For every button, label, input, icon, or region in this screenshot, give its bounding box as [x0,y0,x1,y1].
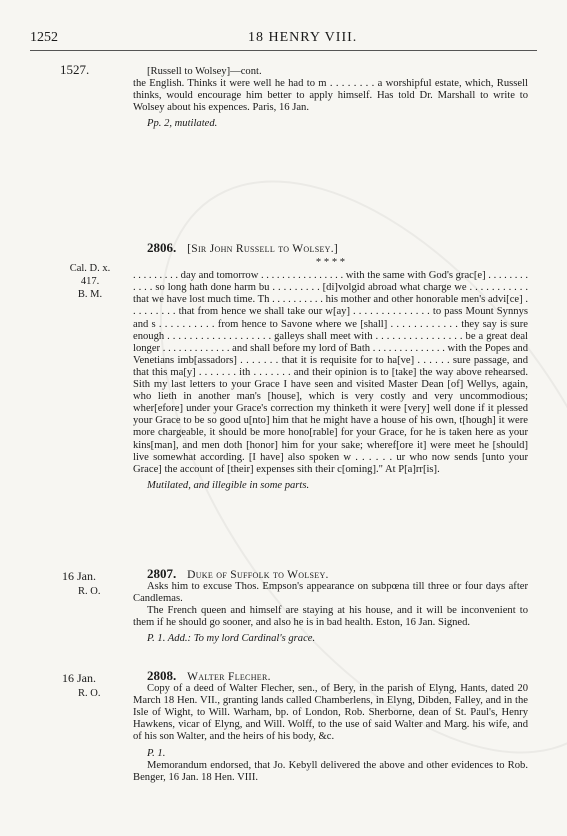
entry-2806-margin: Cal. D. x. 417. B. M. [69,263,111,300]
entry-2806-text: . . . . . . . . . day and tomorrow . . . . . . . . . . . . . . . . with the same with God's grac[e] . . . . . . . . . . . . so long hath done harm bu . . . . . . . . . [di]volgid abroad what charge we . . . . . . . . . . . that we have lost much time. Th . . . . . . . . . . his mother and other honorable men's advi[ce] . . . . . . . . . that from hence we shall take our w[ay] . . . . . . . . . . . . . . to pass Mount Synnys and s . . . . . . . . . . from hence to Savone where we [shall] . . . . . . . . . . . . they say is sure enough . . . . . . . . . . . . . . . . . . . galleys shall meet with . . . . . . . . . . . . . . . . be a great deal longer . . . . . . . . . . . . . and shall before my lord of Bath . . . . . . . . . . . . . . with the Popes and Venetians imb[assadors] . . . . . . . that it is requisite for to ha[ve] . . . . . . sure passage, and that this ma[y] . . . . . . . ith . . . . . . . and their opinion is to [take] the way above rehearsed. Sith my last letters to your Grace I have seen and visited Master Dean [of] Wellys, again, who lieth in another man's [house], which is very costly and very uncommodious; wher[efore] under your Grace's correction my thinketh it were [very] well done if it plessed your Grace to be so good u[nto] him that he might have a house of his own, t[hough] it were more chargeable, it should be more hono[rable] for your Grace, for he is taken here as your kins[man], and men doth [honor] him for your sake; wheref[ore it] were meet he [should] live somewhat according. [I have] also spoken w . . . . . . ur who now sends [unto your Grace] the account of [their] expenses sith their c[oming]." At P[a]rr[is]. [133,270,528,475]
entry-2808-title: Walter Flecher. [187,671,271,683]
entry-2807-margin: R. O. [78,586,101,597]
entry-2806-stars: * * * * [315,257,346,269]
entry-2806-heading [133,242,528,255]
entry-2808-p2: Memorandum endorsed, that Jo. Kebyll delivered the above and other evidences to Rob. Benger, 16 Jan. 18 Hen. VIII. [133,759,528,783]
entry-2806 [133,242,528,492]
entry-2807-number: 2807. [147,566,177,581]
entry-2807-p2: The French queen and himself are staying at his house, and it will be inconvenient to them if he should go sooner, and also he is in bad health. Eston, 16 Jan. Signed. [133,605,528,629]
running-title: 18 HENRY VIII. [248,30,358,45]
page-number: 1252 [30,30,58,45]
entry-2808-margin: R. O. [78,688,101,699]
year-label: 1527. [60,62,90,77]
entry-2807-date: 16 Jan. [62,569,96,583]
entry-2807-title: Duke of Suffolk to Wolsey. [187,569,329,581]
entry-2808-p1: Copy of a deed of Walter Flecher, sen., of Bery, in the parish of Elyng, Hants, dated 20 March 18 Hen. VII., granting lands called Chamberlens, in Elyng, Dibden, Falley, and in the Isle of Wight, to Will. Warham, bp. of London, Rob. Sherborne, dean of St. Paul's, Henry Hawkens, vicar of Elyng, and Will. Wolff, to the use of said Walter and Marg. his wife, and of his son Walter, and the heirs of his body, &c. [133,683,528,743]
entry-2808 [133,670,528,784]
entry-2807-note: P. 1. Add.: To my lord Cardinal's grace. [147,633,316,645]
continuation-heading: [Russell to Wolsey]—cont. [147,66,262,77]
entry-2808-number: 2808. [147,668,177,683]
entry-2806-number: 2806. [147,240,177,255]
entry-2807 [133,568,528,646]
entry-2807-heading [133,568,528,581]
continuation-text: the English. Thinks it were well he had to m . . . . . . . . a worshipful estate, which, Russell thinks, would encourage him better to apply himself. Has told Dr. Marshall to write to Wolsey about his expences. Paris, 16 Jan. [133,78,528,114]
entry-2808-heading [133,670,528,683]
continuation-note: Pp. 2, mutilated. [147,118,218,130]
entry-2807-p1: Asks him to excuse Thos. Empson's appearance on subpœna till three or four days after Candlemas. [133,581,528,605]
entry-2806-note: Mutilated, and illegible in some parts. [147,479,310,491]
continuation-entry [133,66,528,130]
header-rule [30,50,537,51]
entry-2808-date: 16 Jan. [62,671,96,685]
entry-2806-title: [Sir John Russell to Wolsey.] [187,243,339,255]
entry-2808-note1: P. 1. [147,747,166,759]
